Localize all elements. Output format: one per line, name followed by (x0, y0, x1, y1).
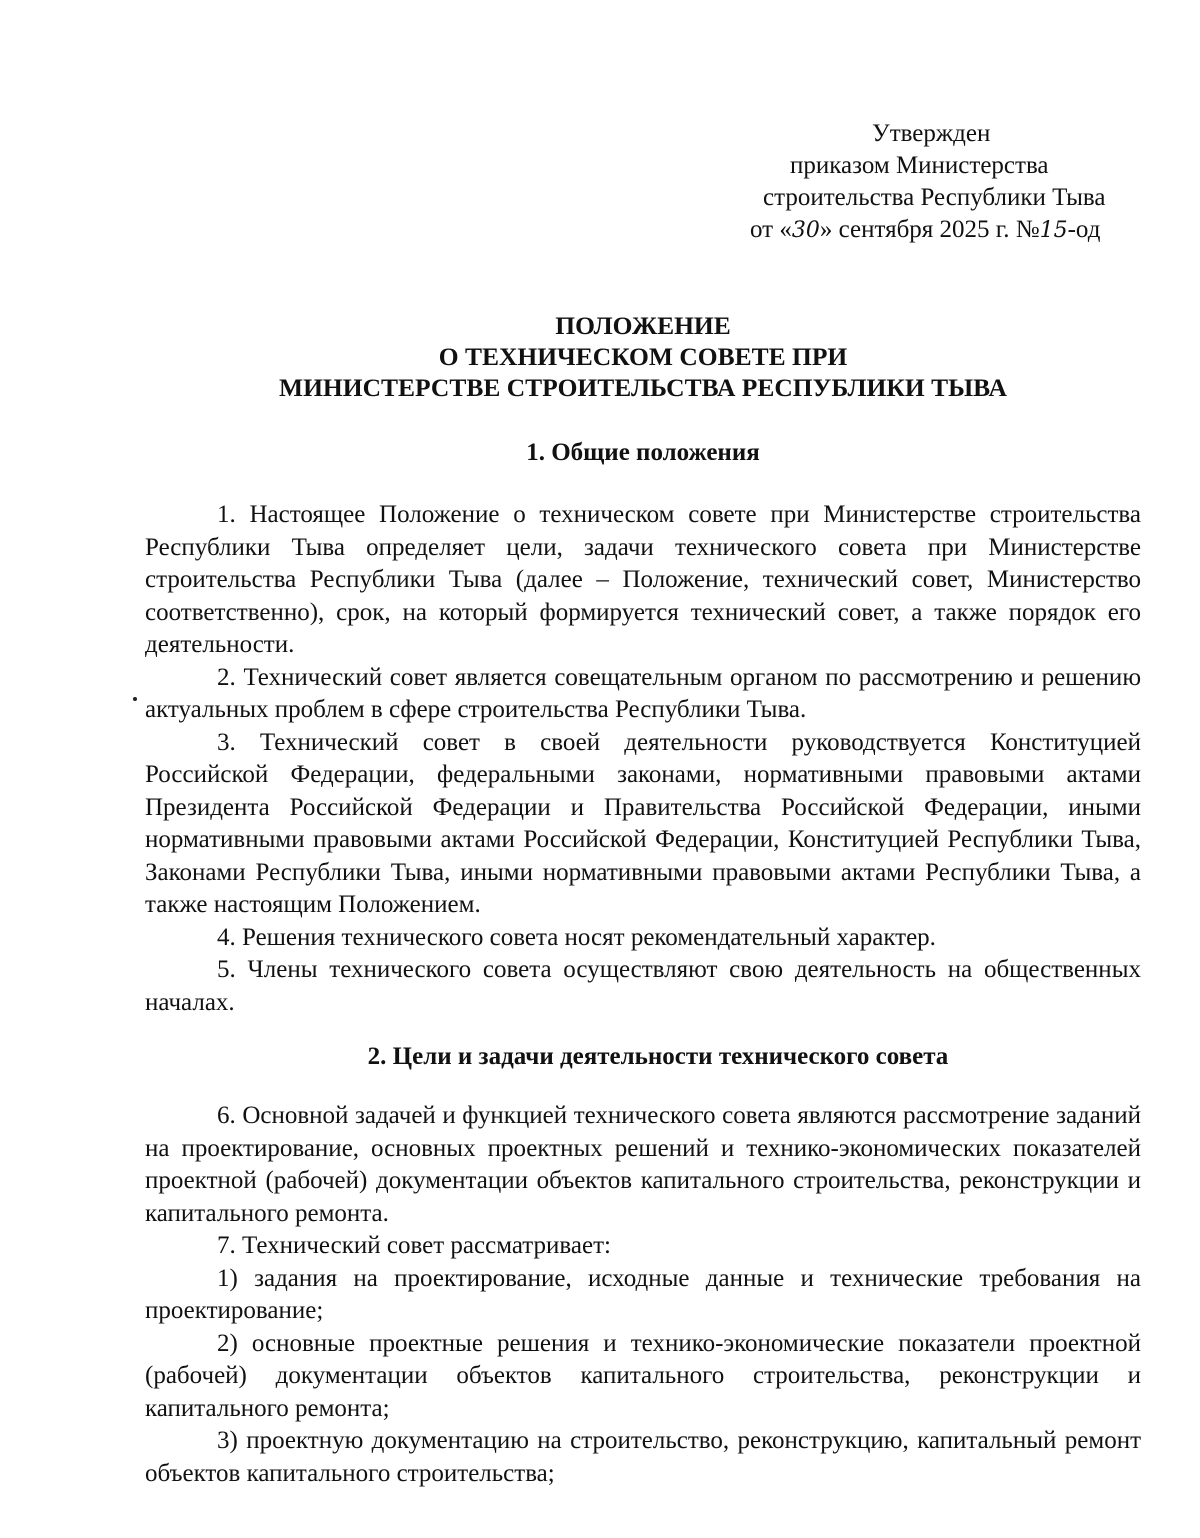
paragraph: 1) задания на проектирование, исходные данные и технические требования на проектирование; (145, 1264, 1141, 1324)
paragraph: 1. Настоящее Положение о техническом совете при Министерстве строительства Республики Тыва определяет цели, задачи технического совета при Министерстве строительства Республики Тыва (далее – Положение, технический совет, Министерство соответственно), срок, на который формируется технический совет, а также порядок его деятельности. (145, 501, 1141, 658)
section-body-general (145, 499, 1141, 1019)
section-body-goals (145, 1100, 1141, 1490)
paragraph: 6. Основной задачей и функцией технического совета являются рассмотрение заданий на проектирование, основных проектных решений и технико-экономических показателей проектной (рабочей) документации объектов капитального строительства, реконструкции и капитального ремонта. (145, 1102, 1141, 1227)
approval-date-prefix: от « (750, 216, 792, 243)
paragraph: 3) проектную документацию на строительство, реконструкцию, капитальный ремонт объектов капитального строительства; (145, 1427, 1141, 1487)
paragraph: 5. Члены технического совета осуществляют свою деятельность на общественных началах. (145, 956, 1141, 1016)
paragraph: 3. Технический совет в своей деятельности руководствуется Конституцией Российской Федерации, федеральными законами, нормативными правовыми актами Президента Российской Федерации и Правительства Российской Федерации, иными нормативными правовыми актами Российской Федерации, Конституцией Республики Тыва, Законами Республики Тыва, иными нормативными правовыми актами Республики Тыва, а также настоящим Положением. (145, 728, 1141, 918)
section-heading-general: 1. Общие положения (526, 439, 760, 466)
approval-number-handwritten: 15 (1039, 218, 1068, 243)
approval-line-2: приказом Министерства (790, 152, 1049, 179)
approval-line-4 (750, 214, 1150, 247)
approval-line-1: Утвержден (872, 120, 991, 147)
paragraph: 4. Решения технического совета носят рекомендательный характер. (217, 923, 936, 951)
paragraph: 7. Технический совет рассматривает: (217, 1232, 611, 1259)
approval-stamp (750, 118, 1150, 247)
section-heading-goals: 2. Цели и задачи деятельности технического совета (367, 1043, 949, 1070)
document-title (145, 310, 1141, 403)
approval-line-3: строительства Республики Тыва (763, 184, 1106, 211)
title-line-1: ПОЛОЖЕНИЕ (555, 311, 731, 340)
approval-day-handwritten: 30 (791, 218, 820, 243)
margin-dot (133, 697, 137, 701)
title-line-3: МИНИСТЕРСТВЕ СТРОИТЕЛЬСТВА РЕСПУБЛИКИ ТЫВА (279, 373, 1007, 402)
title-line-2: О ТЕХНИЧЕСКОМ СОВЕТЕ ПРИ (438, 342, 848, 371)
paragraph: 2) основные проектные решения и технико-экономические показатели проектной (рабочей) документации объектов капитального строительства, реконструкции и капитального ремонта; (145, 1329, 1141, 1422)
approval-date-middle: » сентября 2025 г. № (819, 216, 1040, 243)
approval-number-suffix: -од (1067, 216, 1101, 243)
paragraph: 2. Технический совет является совещательным органом по рассмотрению и решению актуальных проблем в сфере строительства Республики Тыва. (145, 663, 1141, 723)
